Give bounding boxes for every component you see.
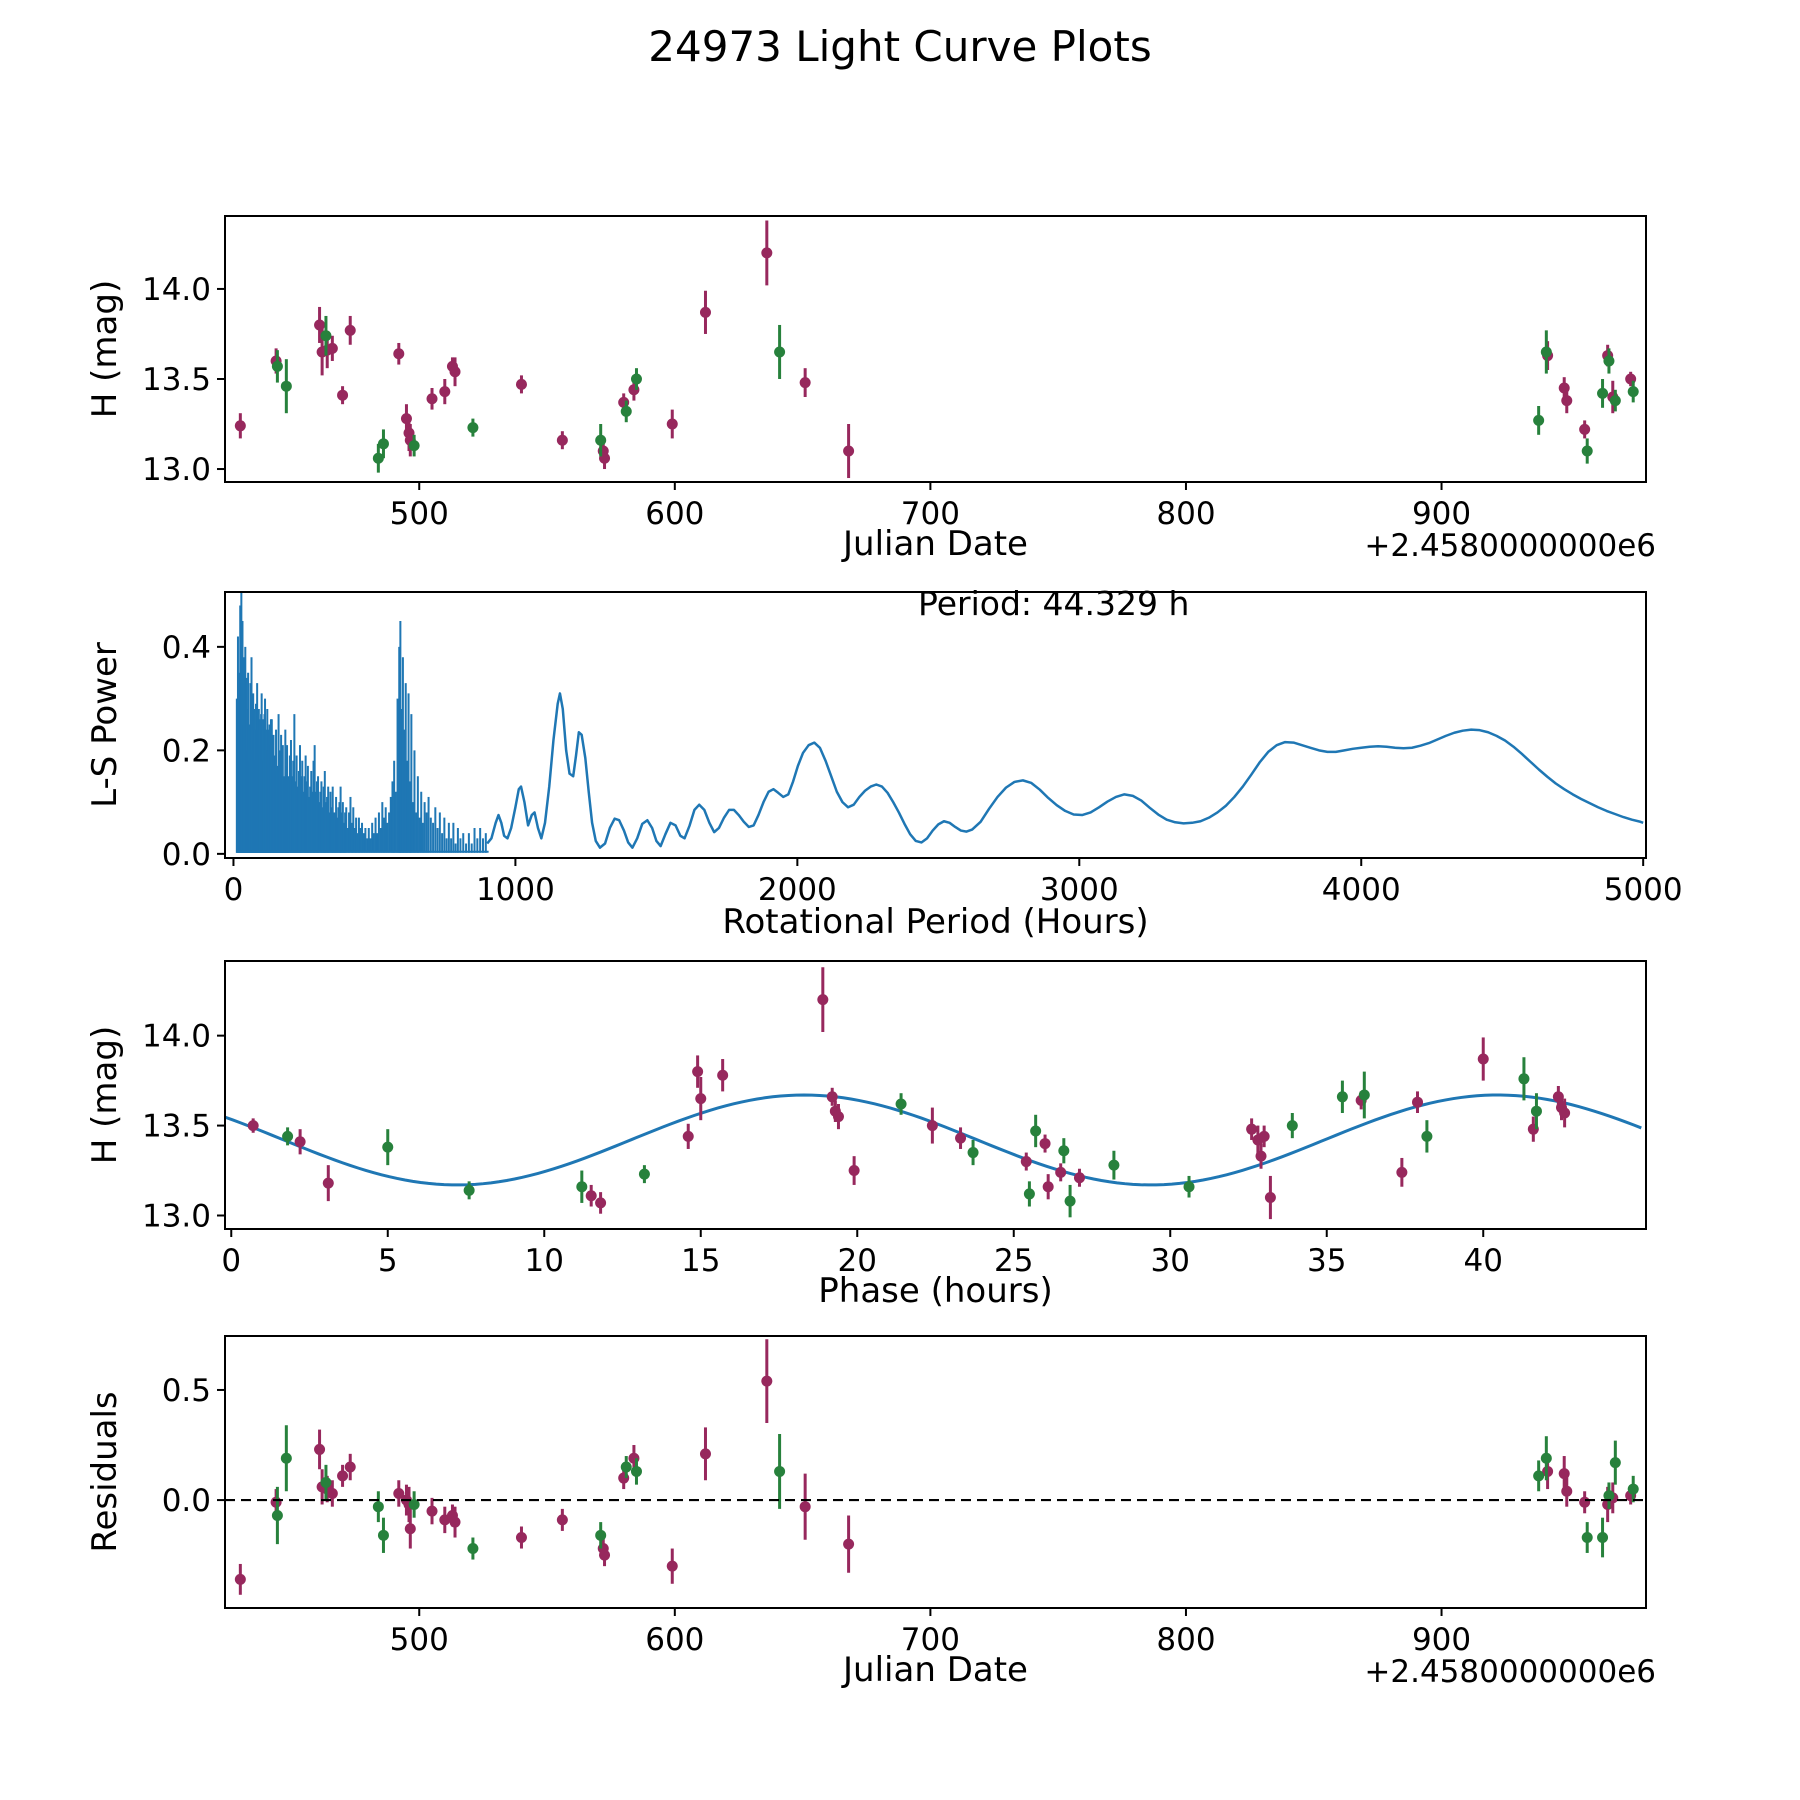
data-point <box>774 1466 785 1477</box>
data-point <box>800 377 811 388</box>
x-tick-label: 600 <box>645 496 705 532</box>
data-point <box>405 1523 416 1534</box>
x-tick-label: 35 <box>1307 1243 1347 1279</box>
x-tick-label: 15 <box>681 1243 721 1279</box>
periodogram-curve <box>487 693 1643 847</box>
data-point <box>450 366 461 377</box>
data-point <box>557 435 568 446</box>
x-tick-label: 10 <box>524 1243 564 1279</box>
data-point <box>439 386 450 397</box>
y-tick-label: 14.0 <box>141 271 211 308</box>
data-point <box>774 346 785 357</box>
data-point <box>1533 415 1544 426</box>
data-point <box>272 361 283 372</box>
x-tick-label: 40 <box>1463 1243 1503 1279</box>
phase-folded-series-purple <box>248 967 1570 1219</box>
data-point <box>427 1506 438 1517</box>
y-tick-label: 0.5 <box>161 1372 211 1409</box>
data-point <box>833 1111 844 1122</box>
data-point <box>281 381 292 392</box>
data-point <box>272 1510 283 1521</box>
data-point <box>320 1477 331 1488</box>
lightcurve-x-offset-text: +2.4580000000e6 <box>1364 528 1656 564</box>
data-point <box>235 420 246 431</box>
data-point <box>1065 1196 1076 1207</box>
data-point <box>409 440 420 451</box>
data-point <box>1582 446 1593 457</box>
y-tick-label: 0.0 <box>161 1483 211 1520</box>
data-point <box>1030 1125 1041 1136</box>
x-tick-label: 25 <box>994 1243 1034 1279</box>
data-point <box>927 1120 938 1131</box>
residuals-x-axis-label: Julian Date <box>843 1650 1028 1690</box>
data-point <box>1561 395 1572 406</box>
data-point <box>896 1098 907 1109</box>
data-point <box>595 1197 606 1208</box>
data-point <box>1108 1160 1119 1171</box>
x-tick-label: 3000 <box>1039 872 1119 908</box>
data-point <box>843 1539 854 1550</box>
data-point <box>1541 1453 1552 1464</box>
x-tick-label: 1000 <box>475 872 555 908</box>
data-point <box>1559 1107 1570 1118</box>
data-point <box>1582 1532 1593 1543</box>
data-point <box>393 348 404 359</box>
light-curve-content <box>235 221 1639 479</box>
data-point <box>595 1530 606 1541</box>
data-point <box>692 1066 703 1077</box>
x-tick-label: 2000 <box>757 872 837 908</box>
data-point <box>1628 1484 1639 1495</box>
data-point <box>1421 1131 1432 1142</box>
data-point <box>1055 1167 1066 1178</box>
data-point <box>1561 1486 1572 1497</box>
data-point <box>599 1550 610 1561</box>
data-point <box>761 247 772 258</box>
data-point <box>1359 1090 1370 1101</box>
data-point <box>1610 1457 1621 1468</box>
data-point <box>1040 1138 1051 1149</box>
data-point <box>345 325 356 336</box>
data-point <box>427 393 438 404</box>
x-tick-label: 0 <box>223 872 244 908</box>
panel-light-curve <box>142 216 1646 532</box>
data-point <box>516 379 527 390</box>
data-point <box>467 1543 478 1554</box>
data-point <box>323 1178 334 1189</box>
axes-spines <box>225 961 1646 1229</box>
data-point <box>248 1120 259 1131</box>
data-point <box>1021 1156 1032 1167</box>
data-point <box>639 1169 650 1180</box>
x-tick-label: 5 <box>377 1243 398 1279</box>
data-point <box>235 1574 246 1585</box>
data-point <box>849 1165 860 1176</box>
phase-y-axis-label: H (mag) <box>85 1025 125 1165</box>
data-point <box>1287 1120 1298 1131</box>
periodogram-content <box>237 590 1643 853</box>
data-point <box>1043 1181 1054 1192</box>
data-point <box>464 1185 475 1196</box>
phase-folded-series-green <box>282 1057 1542 1217</box>
residuals-content <box>235 1339 1639 1594</box>
x-tick-label: 900 <box>1411 1622 1472 1658</box>
x-tick-label: 700 <box>900 1622 960 1658</box>
y-tick-label: 13.0 <box>141 452 211 489</box>
data-point <box>1184 1181 1195 1192</box>
x-tick-label: 500 <box>389 496 449 532</box>
data-point <box>621 406 632 417</box>
x-tick-label: 30 <box>1150 1243 1190 1279</box>
y-tick-label: 13.5 <box>141 1108 211 1145</box>
panel-periodogram <box>162 590 1683 908</box>
data-point <box>516 1532 527 1543</box>
data-point <box>1396 1167 1407 1178</box>
lightcurve-x-axis-label: Julian Date <box>843 524 1028 564</box>
data-point <box>700 307 711 318</box>
data-point <box>378 438 389 449</box>
data-point <box>1478 1054 1489 1065</box>
data-point <box>683 1131 694 1142</box>
y-tick-label: 0.4 <box>161 629 211 666</box>
periodogram-x-axis-label: Rotational Period (Hours) <box>722 902 1149 942</box>
data-point <box>955 1133 966 1144</box>
data-point <box>1412 1097 1423 1108</box>
data-point <box>295 1136 306 1147</box>
data-point <box>1533 1470 1544 1481</box>
axes-spines <box>225 216 1646 482</box>
data-point <box>1337 1091 1348 1102</box>
x-tick-label: 700 <box>900 496 960 532</box>
data-point <box>345 1462 356 1473</box>
axes-spines <box>225 1336 1646 1608</box>
data-point <box>1518 1073 1529 1084</box>
data-point <box>314 1444 325 1455</box>
data-point <box>1256 1151 1267 1162</box>
data-point <box>1246 1124 1257 1135</box>
x-tick-label: 800 <box>1156 496 1216 532</box>
x-tick-label: 500 <box>389 1622 449 1658</box>
x-tick-label: 800 <box>1156 1622 1216 1658</box>
data-point <box>800 1501 811 1512</box>
axes-spines <box>225 592 1646 858</box>
data-point <box>1058 1145 1069 1156</box>
data-point <box>667 1561 678 1572</box>
panel-residuals <box>162 1336 1646 1658</box>
residuals-y-axis-label: Residuals <box>85 1391 125 1553</box>
x-tick-label: 4000 <box>1321 872 1401 908</box>
data-point <box>1579 1497 1590 1508</box>
data-point <box>1259 1131 1270 1142</box>
data-point <box>378 1530 389 1541</box>
y-tick-label: 0.2 <box>161 733 211 770</box>
data-point <box>695 1093 706 1104</box>
data-point <box>1610 395 1621 406</box>
data-point <box>1603 355 1614 366</box>
data-point <box>337 1470 348 1481</box>
data-point <box>586 1190 597 1201</box>
light-curve-series-purple <box>235 221 1636 479</box>
x-tick-label: 0 <box>221 1243 242 1279</box>
data-point <box>557 1514 568 1525</box>
data-point <box>327 1488 338 1499</box>
x-tick-label: 5000 <box>1603 872 1683 908</box>
data-point <box>576 1181 587 1192</box>
x-tick-label: 20 <box>837 1243 877 1279</box>
periodogram-y-axis-label: L-S Power <box>85 642 125 808</box>
data-point <box>450 1517 461 1528</box>
data-point <box>337 390 348 401</box>
data-point <box>843 446 854 457</box>
data-point <box>373 1501 384 1512</box>
data-point <box>631 1466 642 1477</box>
y-tick-label: 0.0 <box>161 836 211 873</box>
data-point <box>1531 1106 1542 1117</box>
phase-folded-content <box>225 967 1641 1219</box>
lightcurve-y-axis-label: H (mag) <box>85 279 125 419</box>
data-point <box>327 343 338 354</box>
data-point <box>1579 424 1590 435</box>
data-point <box>382 1142 393 1153</box>
data-point <box>717 1070 728 1081</box>
x-tick-label: 600 <box>645 1622 705 1658</box>
residuals-series-green <box>272 1425 1639 1559</box>
data-point <box>1628 386 1639 397</box>
data-point <box>700 1448 711 1459</box>
data-point <box>1265 1192 1276 1203</box>
data-point <box>631 373 642 384</box>
best-period-annotation: Period: 44.329 h <box>918 584 1190 623</box>
data-point <box>761 1376 772 1387</box>
data-point <box>467 422 478 433</box>
data-point <box>595 435 606 446</box>
data-point <box>281 1453 292 1464</box>
residuals-x-offset-text: +2.4580000000e6 <box>1364 1654 1656 1690</box>
x-tick-label: 900 <box>1411 496 1472 532</box>
data-point <box>1074 1172 1085 1183</box>
data-point <box>1024 1188 1035 1199</box>
data-point <box>320 330 331 341</box>
data-point <box>1597 1532 1608 1543</box>
panel-phase-folded <box>142 961 1646 1279</box>
data-point <box>817 994 828 1005</box>
data-point <box>968 1147 979 1158</box>
y-tick-label: 14.0 <box>141 1018 211 1055</box>
data-point <box>667 419 678 430</box>
figure-title: 24973 Light Curve Plots <box>648 22 1152 71</box>
y-tick-label: 13.0 <box>141 1198 211 1235</box>
data-point <box>282 1131 293 1142</box>
data-point <box>1597 388 1608 399</box>
phase-x-axis-label: Phase (hours) <box>818 1271 1053 1311</box>
y-tick-label: 13.5 <box>141 361 211 398</box>
residuals-series-purple <box>235 1339 1636 1594</box>
light-curve-series-green <box>272 316 1639 473</box>
data-point <box>1541 346 1552 357</box>
data-point <box>621 1462 632 1473</box>
